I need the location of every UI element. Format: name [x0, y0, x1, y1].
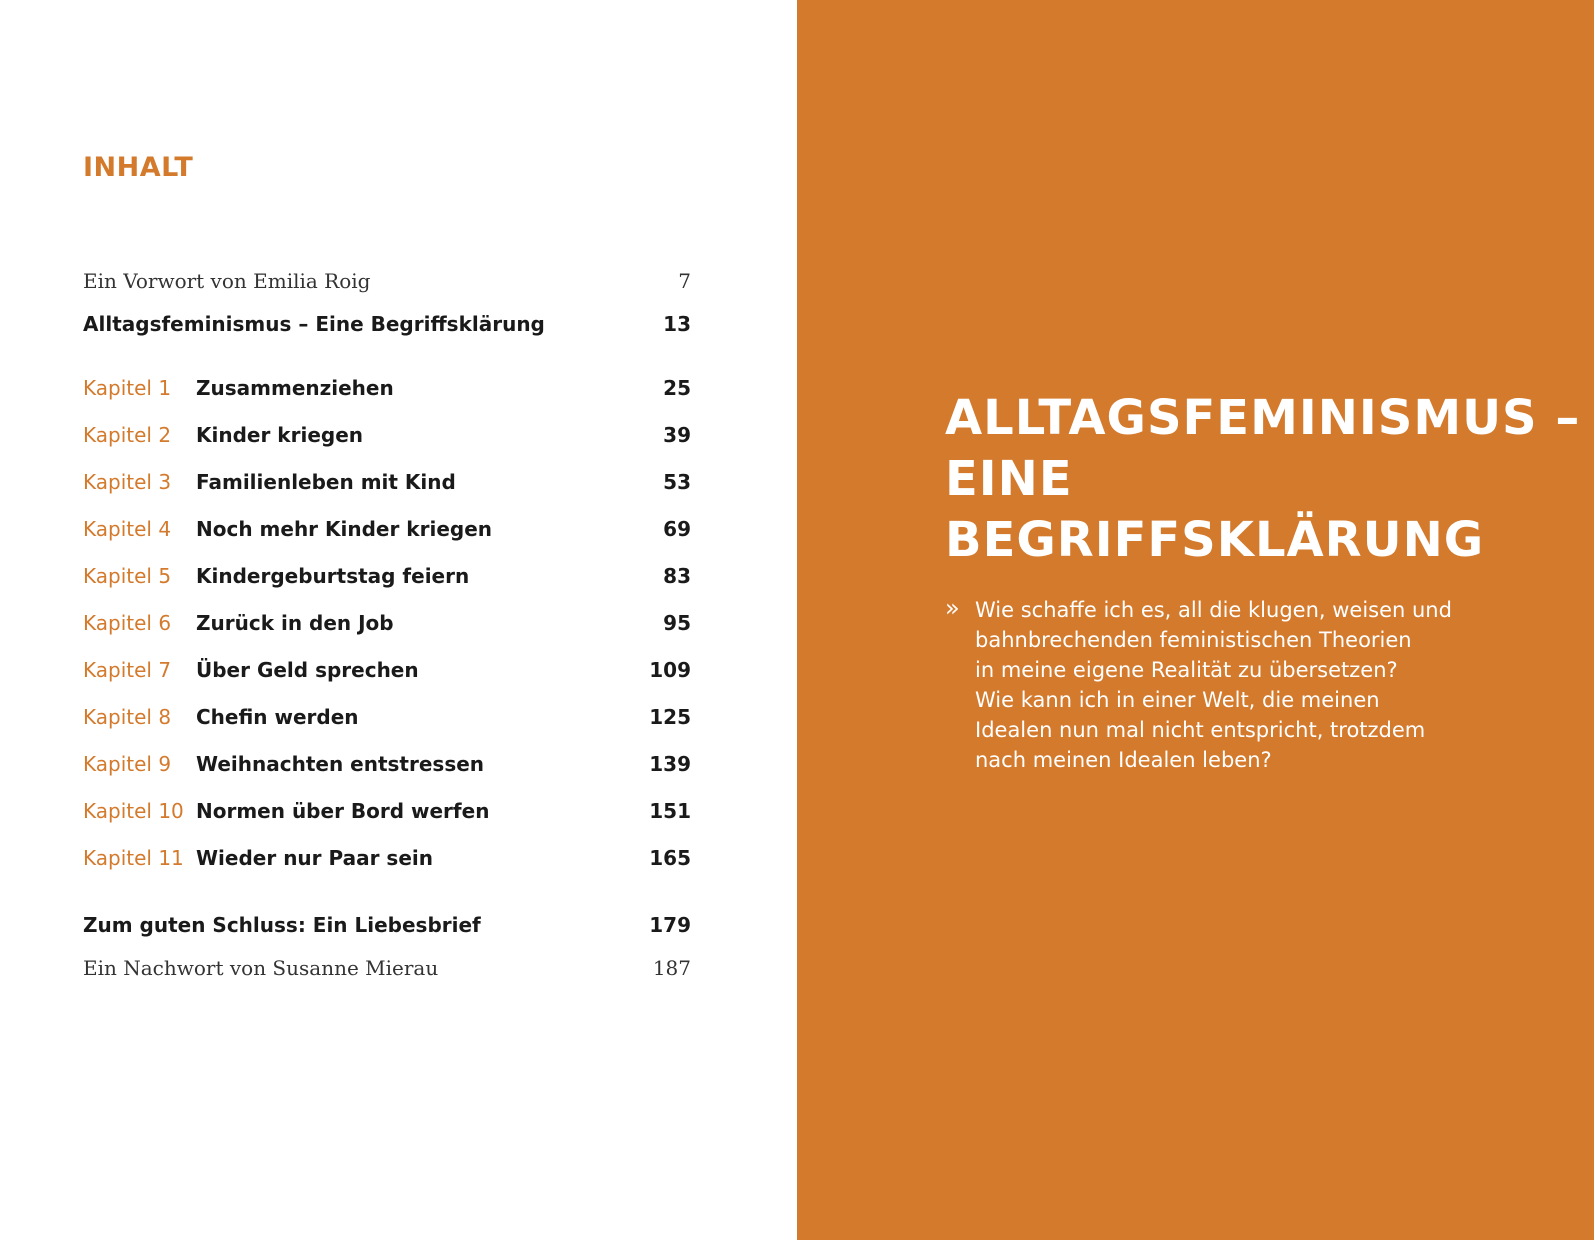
toc-entry-page: 187 [652, 956, 691, 980]
toc-entry-title: Chefin werden [196, 705, 359, 729]
toc-entry-page: 95 [663, 611, 691, 635]
toc-entry-title: Ein Vorwort von Emilia Roig [83, 269, 371, 293]
toc-entry-afterword[interactable] [83, 952, 691, 984]
toc-entry-title: Ein Nachwort von Susanne Mierau [83, 956, 439, 980]
toc-entry-chapter-6[interactable] [83, 607, 691, 639]
quote-line: bahnbrechenden feministischen Theorien [975, 628, 1412, 652]
toc-entry-chapter-9[interactable] [83, 748, 691, 780]
toc-entry-page: 83 [663, 564, 691, 588]
toc-entry-title: Weihnachten entstressen [196, 752, 485, 776]
chapter-label: Kapitel 8 [83, 705, 172, 729]
toc-entry-introduction[interactable] [83, 308, 691, 340]
toc-entry-chapter-10[interactable] [83, 795, 691, 827]
quote-line: Wie kann ich in einer Welt, die meinen [975, 688, 1380, 712]
toc-entry-page: 139 [649, 752, 691, 776]
toc-entry-title: Wieder nur Paar sein [196, 846, 433, 870]
toc-entry-title: Über Geld sprechen [196, 658, 419, 682]
chapter-label: Kapitel 11 [83, 846, 184, 870]
toc-entry-page: 179 [649, 913, 691, 937]
toc-entry-chapter-2[interactable] [83, 419, 691, 451]
quote-mark-icon: » [945, 594, 960, 622]
chapter-title-line: ALLTAGSFEMINISMUS – [945, 390, 1581, 446]
intro-quote [975, 595, 1452, 775]
chapter-label: Kapitel 6 [83, 611, 172, 635]
toc-entry-title: Zum guten Schluss: Ein Liebesbrief [83, 913, 481, 937]
toc-entry-page: 125 [649, 705, 691, 729]
toc-entry-chapter-5[interactable] [83, 560, 691, 592]
toc-entry-title: Zurück in den Job [196, 611, 394, 635]
toc-entry-chapter-4[interactable] [83, 513, 691, 545]
toc-entry-title: Noch mehr Kinder kriegen [196, 517, 493, 541]
toc-entry-page: 39 [663, 423, 691, 447]
toc-entry-page: 109 [649, 658, 691, 682]
quote-line: nach meinen Idealen leben? [975, 748, 1272, 772]
toc-entry-chapter-3[interactable] [83, 466, 691, 498]
chapter-label: Kapitel 3 [83, 470, 172, 494]
toc-entry-chapter-8[interactable] [83, 701, 691, 733]
toc-entry-page: 53 [663, 470, 691, 494]
chapter-label: Kapitel 9 [83, 752, 172, 776]
chapter-title [945, 388, 1580, 571]
toc-entry-title: Zusammenziehen [196, 376, 394, 400]
toc-entry-title: Familienleben mit Kind [196, 470, 456, 494]
toc-entry-chapter-11[interactable] [83, 842, 691, 874]
chapter-label: Kapitel 4 [83, 517, 172, 541]
toc-entry-page: 25 [663, 376, 691, 400]
quote-line: Idealen nun mal nicht entspricht, trotzdem [975, 718, 1426, 742]
toc-entry-page: 165 [649, 846, 691, 870]
toc-entry-title: Kindergeburtstag feiern [196, 564, 470, 588]
toc-entry-closing[interactable] [83, 909, 691, 941]
chapter-label: Kapitel 1 [83, 376, 172, 400]
toc-entry-chapter-7[interactable] [83, 654, 691, 686]
quote-line: Wie schaffe ich es, all die klugen, weisen und [975, 598, 1452, 622]
toc-entry-page: 151 [649, 799, 691, 823]
chapter-label: Kapitel 10 [83, 799, 184, 823]
toc-entry-page: 69 [663, 517, 691, 541]
chapter-label: Kapitel 5 [83, 564, 172, 588]
toc-entry-foreword[interactable] [83, 265, 691, 297]
chapter-title-line: EINE [945, 451, 1073, 507]
toc-heading: INHALT [83, 152, 194, 183]
toc-entry-title: Kinder kriegen [196, 423, 364, 447]
toc-entry-chapter-1[interactable] [83, 372, 691, 404]
quote-line: in meine eigene Realität zu übersetzen? [975, 658, 1398, 682]
toc-entry-title: Alltagsfeminismus – Eine Begriffsklärung [83, 312, 545, 336]
chapter-title-line: BEGRIFFSKLÄRUNG [945, 512, 1485, 568]
toc-entry-title: Normen über Bord werfen [196, 799, 490, 823]
chapter-label: Kapitel 2 [83, 423, 172, 447]
chapter-label: Kapitel 7 [83, 658, 172, 682]
toc-entry-page: 13 [663, 312, 691, 336]
toc-entry-page: 7 [678, 269, 691, 293]
right-page [797, 0, 1594, 1240]
